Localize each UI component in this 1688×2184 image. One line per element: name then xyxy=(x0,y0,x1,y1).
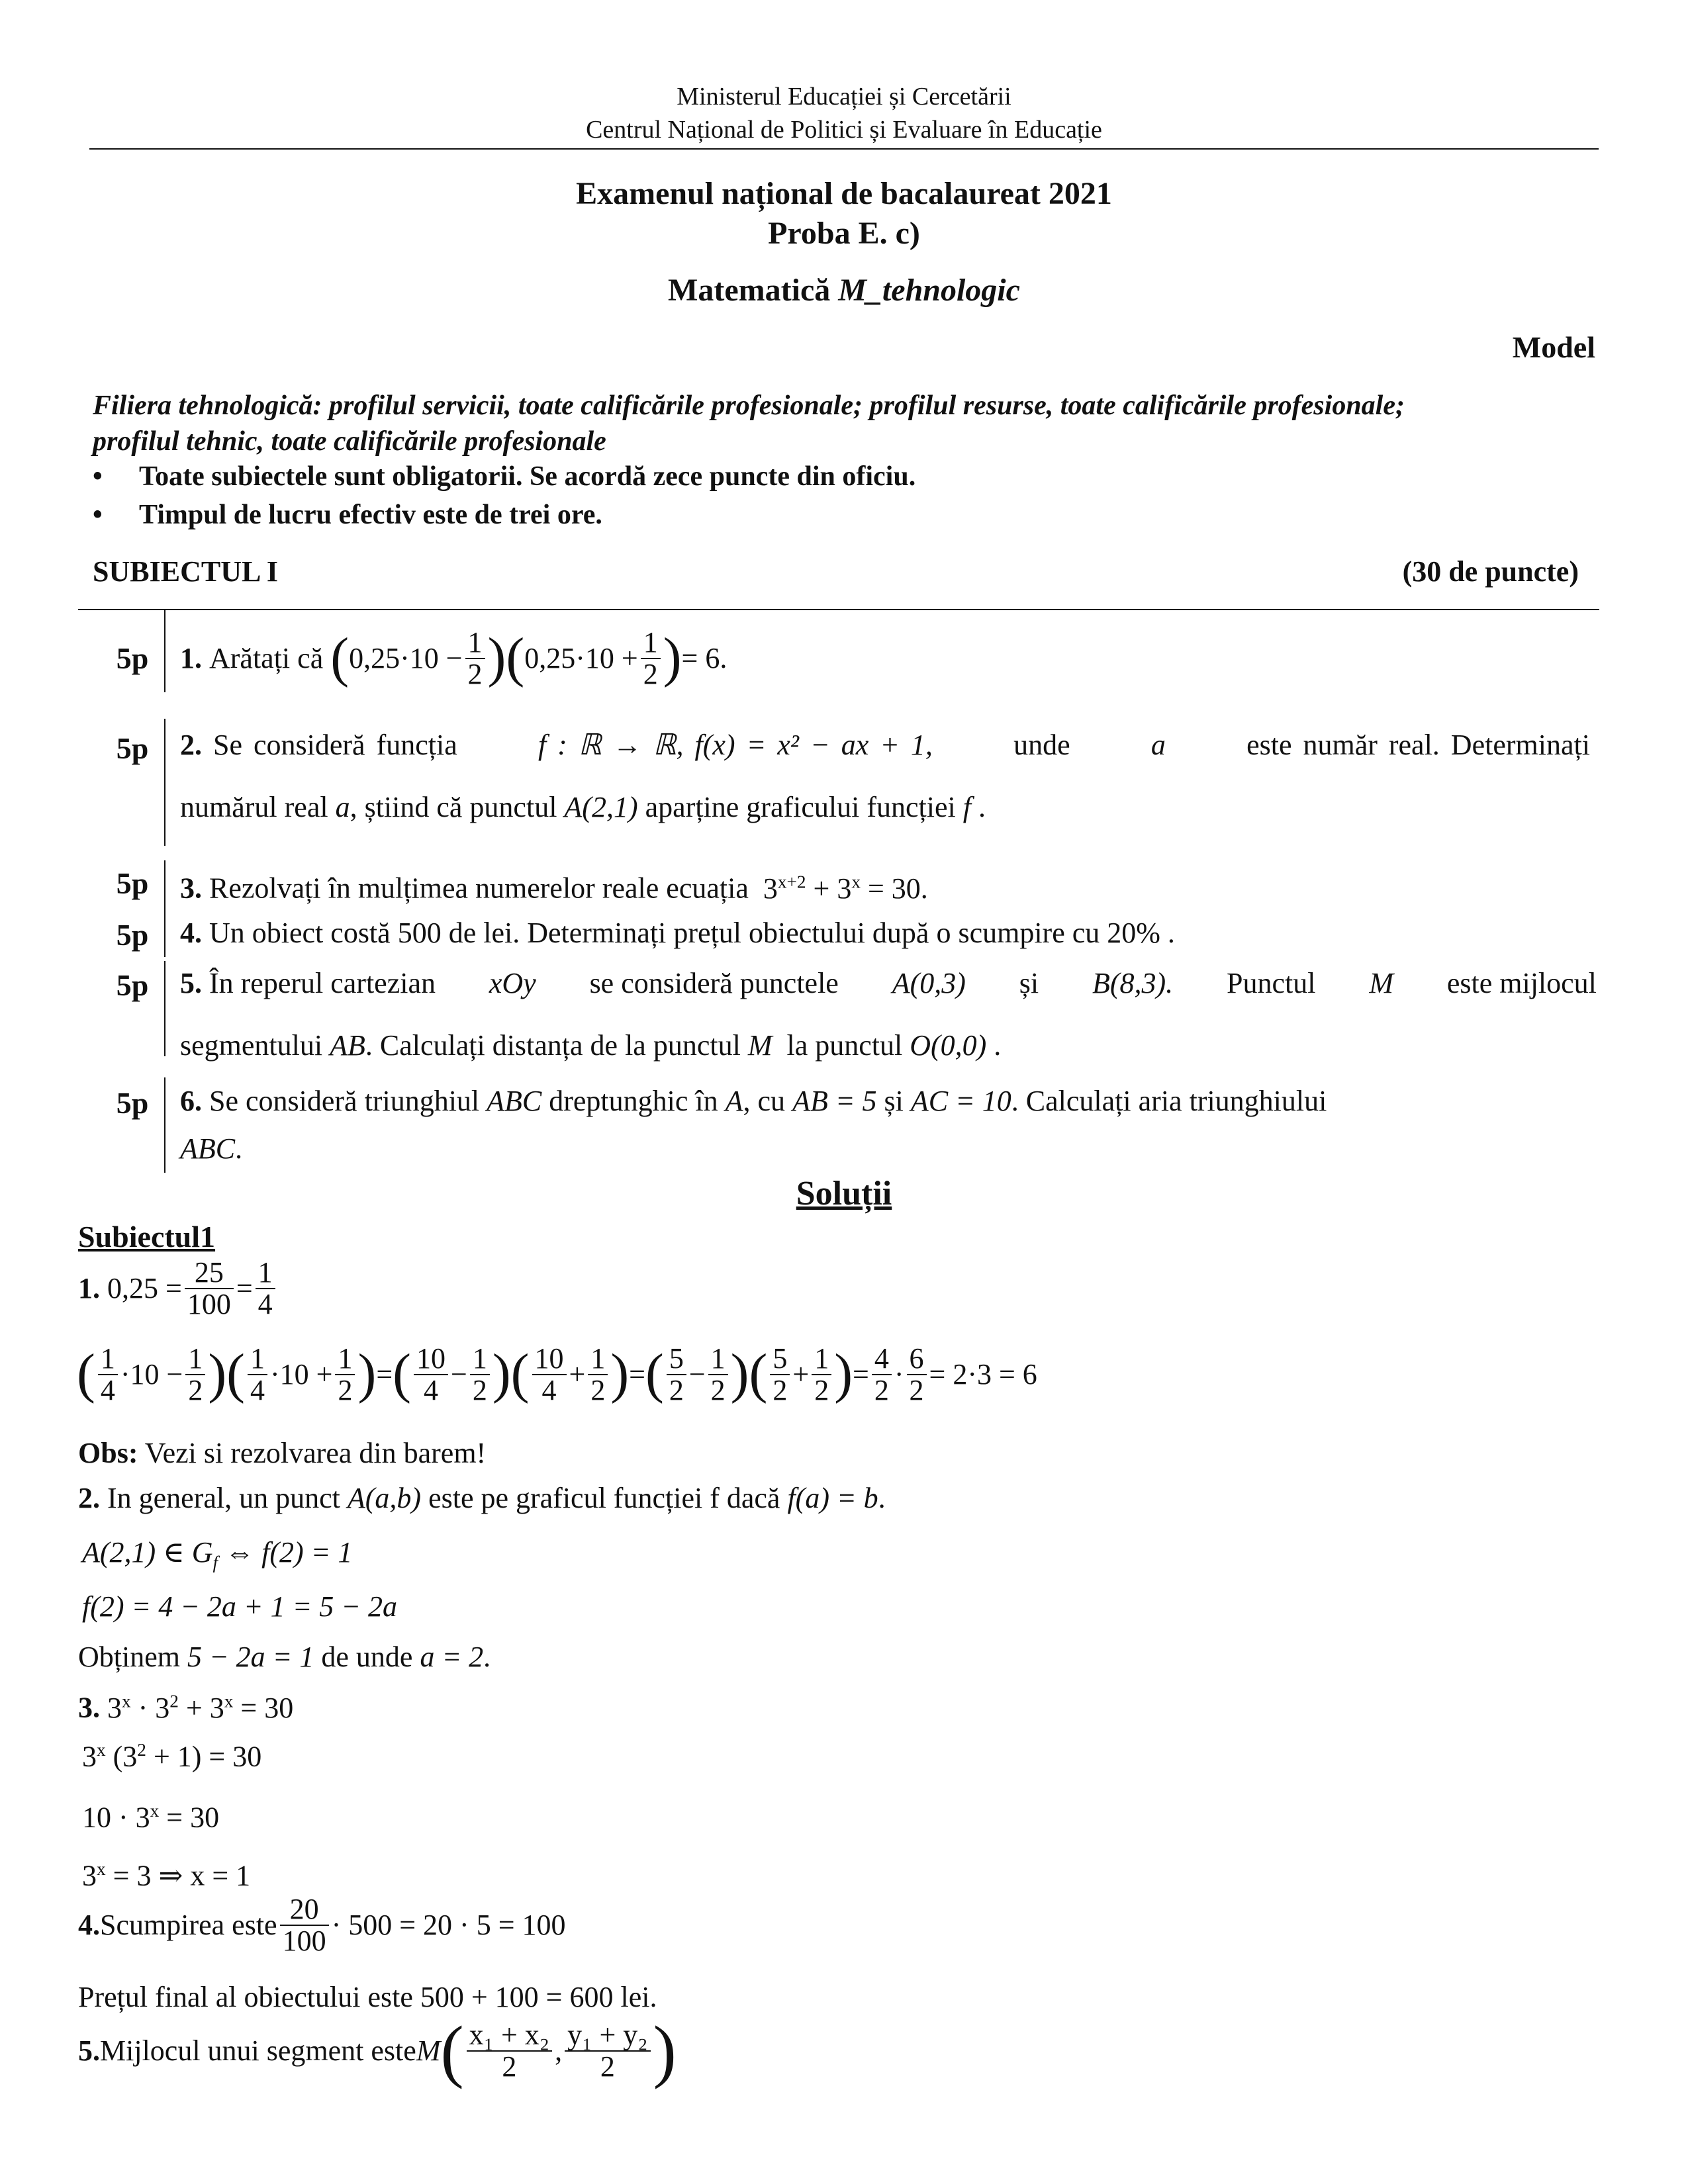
subject-name: Matematică xyxy=(668,273,839,308)
solution-3-line2: 3$^x$ $(3^2 + 1) = 30$ xyxy=(82,1740,262,1773)
problem-6-line2: ABC. xyxy=(180,1132,243,1165)
solutions-subheading: Subiectul1 xyxy=(78,1220,216,1253)
rule-item: • Toate subiectele sunt obligatorii. Se acordă zece puncte din oficiu. xyxy=(93,461,916,492)
solution-3-line1: 3. $3^x \cdot 3^2 + 3^x = 30$ xyxy=(78,1691,294,1724)
problem-points: 5p xyxy=(116,641,149,675)
problem-2-line1: 2. Se consideră funcția f : ℝ → ℝ, f(x) = x² − ax + 1, unde a este număr real. Determinați xyxy=(180,729,1590,761)
exam-proba: Proba E. c) xyxy=(768,216,920,251)
solutions-title: Soluții xyxy=(796,1175,892,1212)
solution-5-line1: 5. Mijlocul unui segment este M ( $\frac{\text{x₁ + x₂}}{2}$ , $\frac{\text{y₁ + y₂}}{2}$ ) xyxy=(78,2012,677,2089)
fraction: $\frac{1}{2}$ xyxy=(641,627,661,690)
section-rule xyxy=(78,609,1599,610)
solution-2-line3: f(2) = 4 − 2a + 1 = 5 − 2a xyxy=(82,1590,397,1623)
filiera-line1: Filiera tehnologică: profilul servicii, toate calificările profesionale; profilul resurse, toate calificările profesionale; xyxy=(93,390,1405,421)
problem-points: 5p xyxy=(116,1086,149,1120)
problem-4: 4. Un obiect costă 500 de lei. Determinați prețul obiectului după o scumpire cu 20% . xyxy=(180,917,1175,949)
table-separator xyxy=(164,719,165,846)
table-separator xyxy=(164,1077,165,1173)
observation: Obs: Vezi si rezolvarea din barem! xyxy=(78,1437,487,1469)
solution-4-line2: Prețul final al obiectului este 500 + 100 = 600 lei. xyxy=(78,1981,657,2013)
problem-5-line2: segmentului AB. Calculați distanța de la punctul M la punctul O(0,0) . xyxy=(180,1029,1002,1062)
model-label: Model xyxy=(1512,330,1595,364)
problem-2-line2: numărul real a, știind că punctul A(2,1) aparține graficului funcției f . xyxy=(180,791,986,823)
problem-5-line1: 5. În reperul cartezian xOy se consideră punctele A(0,3) și B(8,3). Punctul M este mijlocul xyxy=(180,967,1597,999)
bullet-icon: • xyxy=(93,500,103,530)
solution-2-line2: A(2,1) ∈ $G_f$ ⇔ f(2) = 1 xyxy=(82,1536,353,1572)
problem-points: 5p xyxy=(116,731,149,765)
filiera-line2: profilul tehnic, toate calificările profesionale xyxy=(93,426,606,457)
exam-title: Examenul național de bacalaureat 2021 xyxy=(576,176,1112,211)
center-name: Centrul Național de Politici și Evaluare în Educație xyxy=(586,116,1102,144)
problem-6-line1: 6. Se consideră triunghiul ABC dreptunghic în A, cu AB = 5 și AC = 10. Calculați aria triunghiului xyxy=(180,1085,1327,1117)
solution-3-line3: $10 \cdot 3^x = 30$ xyxy=(82,1801,220,1834)
solution-2-line1: 2. In general, un punct A(a,b) este pe graficul funcției f dacă f(a) = b. xyxy=(78,1482,886,1514)
table-separator xyxy=(164,860,165,957)
section-points: (30 de puncte) xyxy=(1402,555,1579,588)
rule-item: • Timpul de lucru efectiv este de trei ore. xyxy=(93,500,602,530)
solution-4-line1: 4. Scumpirea este $\frac{20}{100}$ · 500 = 20 · 5 = 100 xyxy=(78,1893,566,1958)
problem-points: 5p xyxy=(116,968,149,1002)
solution-1-line2: ( $\frac{1}{4}$ ·10 − $\frac{1}{2}$ )( $\frac{1}{4}$ ·10 + $\frac{1}{2}$ ) = ( $\frac{10}{4}$ − $\frac{1}{2}$ )( $\frac{10}{4}$ + $\frac{1}{2}$ ) = ( $\frac{5}{2}$ − $\frac{1}{2}$ )( $\frac{5}{2}$ + $\frac{1}{2}$ ) = $\frac{4}{2}$ · $\frac{6}{2}$ = 2·3 = 6 xyxy=(77,1342,1037,1407)
fraction: $\frac{1}{2}$ xyxy=(465,627,485,690)
bullet-icon: • xyxy=(93,461,103,492)
problem-1: 1. Arătați că ( 0,25·10 − $\frac{1}{2}$ )( 0,25·10 + $\frac{1}{2}$ ) = 6. xyxy=(180,625,727,690)
section-title: SUBIECTUL I xyxy=(93,555,279,588)
table-separator xyxy=(164,961,165,1056)
solution-2-line4: Obținem 5 − 2a = 1 de unde a = 2. xyxy=(78,1641,491,1673)
ministry-name: Ministerul Educației și Cercetării xyxy=(677,83,1011,111)
problem-3: 3. Rezolvați în mulțimea numerelor reale ecuația $3^{x+2} + 3^x = 30$. xyxy=(180,872,928,905)
equation: $3^{x+2} + 3^x = 30$. xyxy=(763,872,928,905)
exam-subject xyxy=(0,270,1688,311)
header-rule xyxy=(89,148,1599,150)
solution-1-line1: 1. 0,25 = $\frac{25}{100}$ = $\frac{1}{4}$ xyxy=(78,1257,278,1320)
subject-variant: M_tehnologic xyxy=(838,273,1020,308)
problem-points: 5p xyxy=(116,918,149,952)
problem-points: 5p xyxy=(116,866,149,900)
solution-3-line4: $3^x = 3$ ⇒ x = 1 xyxy=(82,1859,251,1892)
table-separator xyxy=(164,610,165,692)
